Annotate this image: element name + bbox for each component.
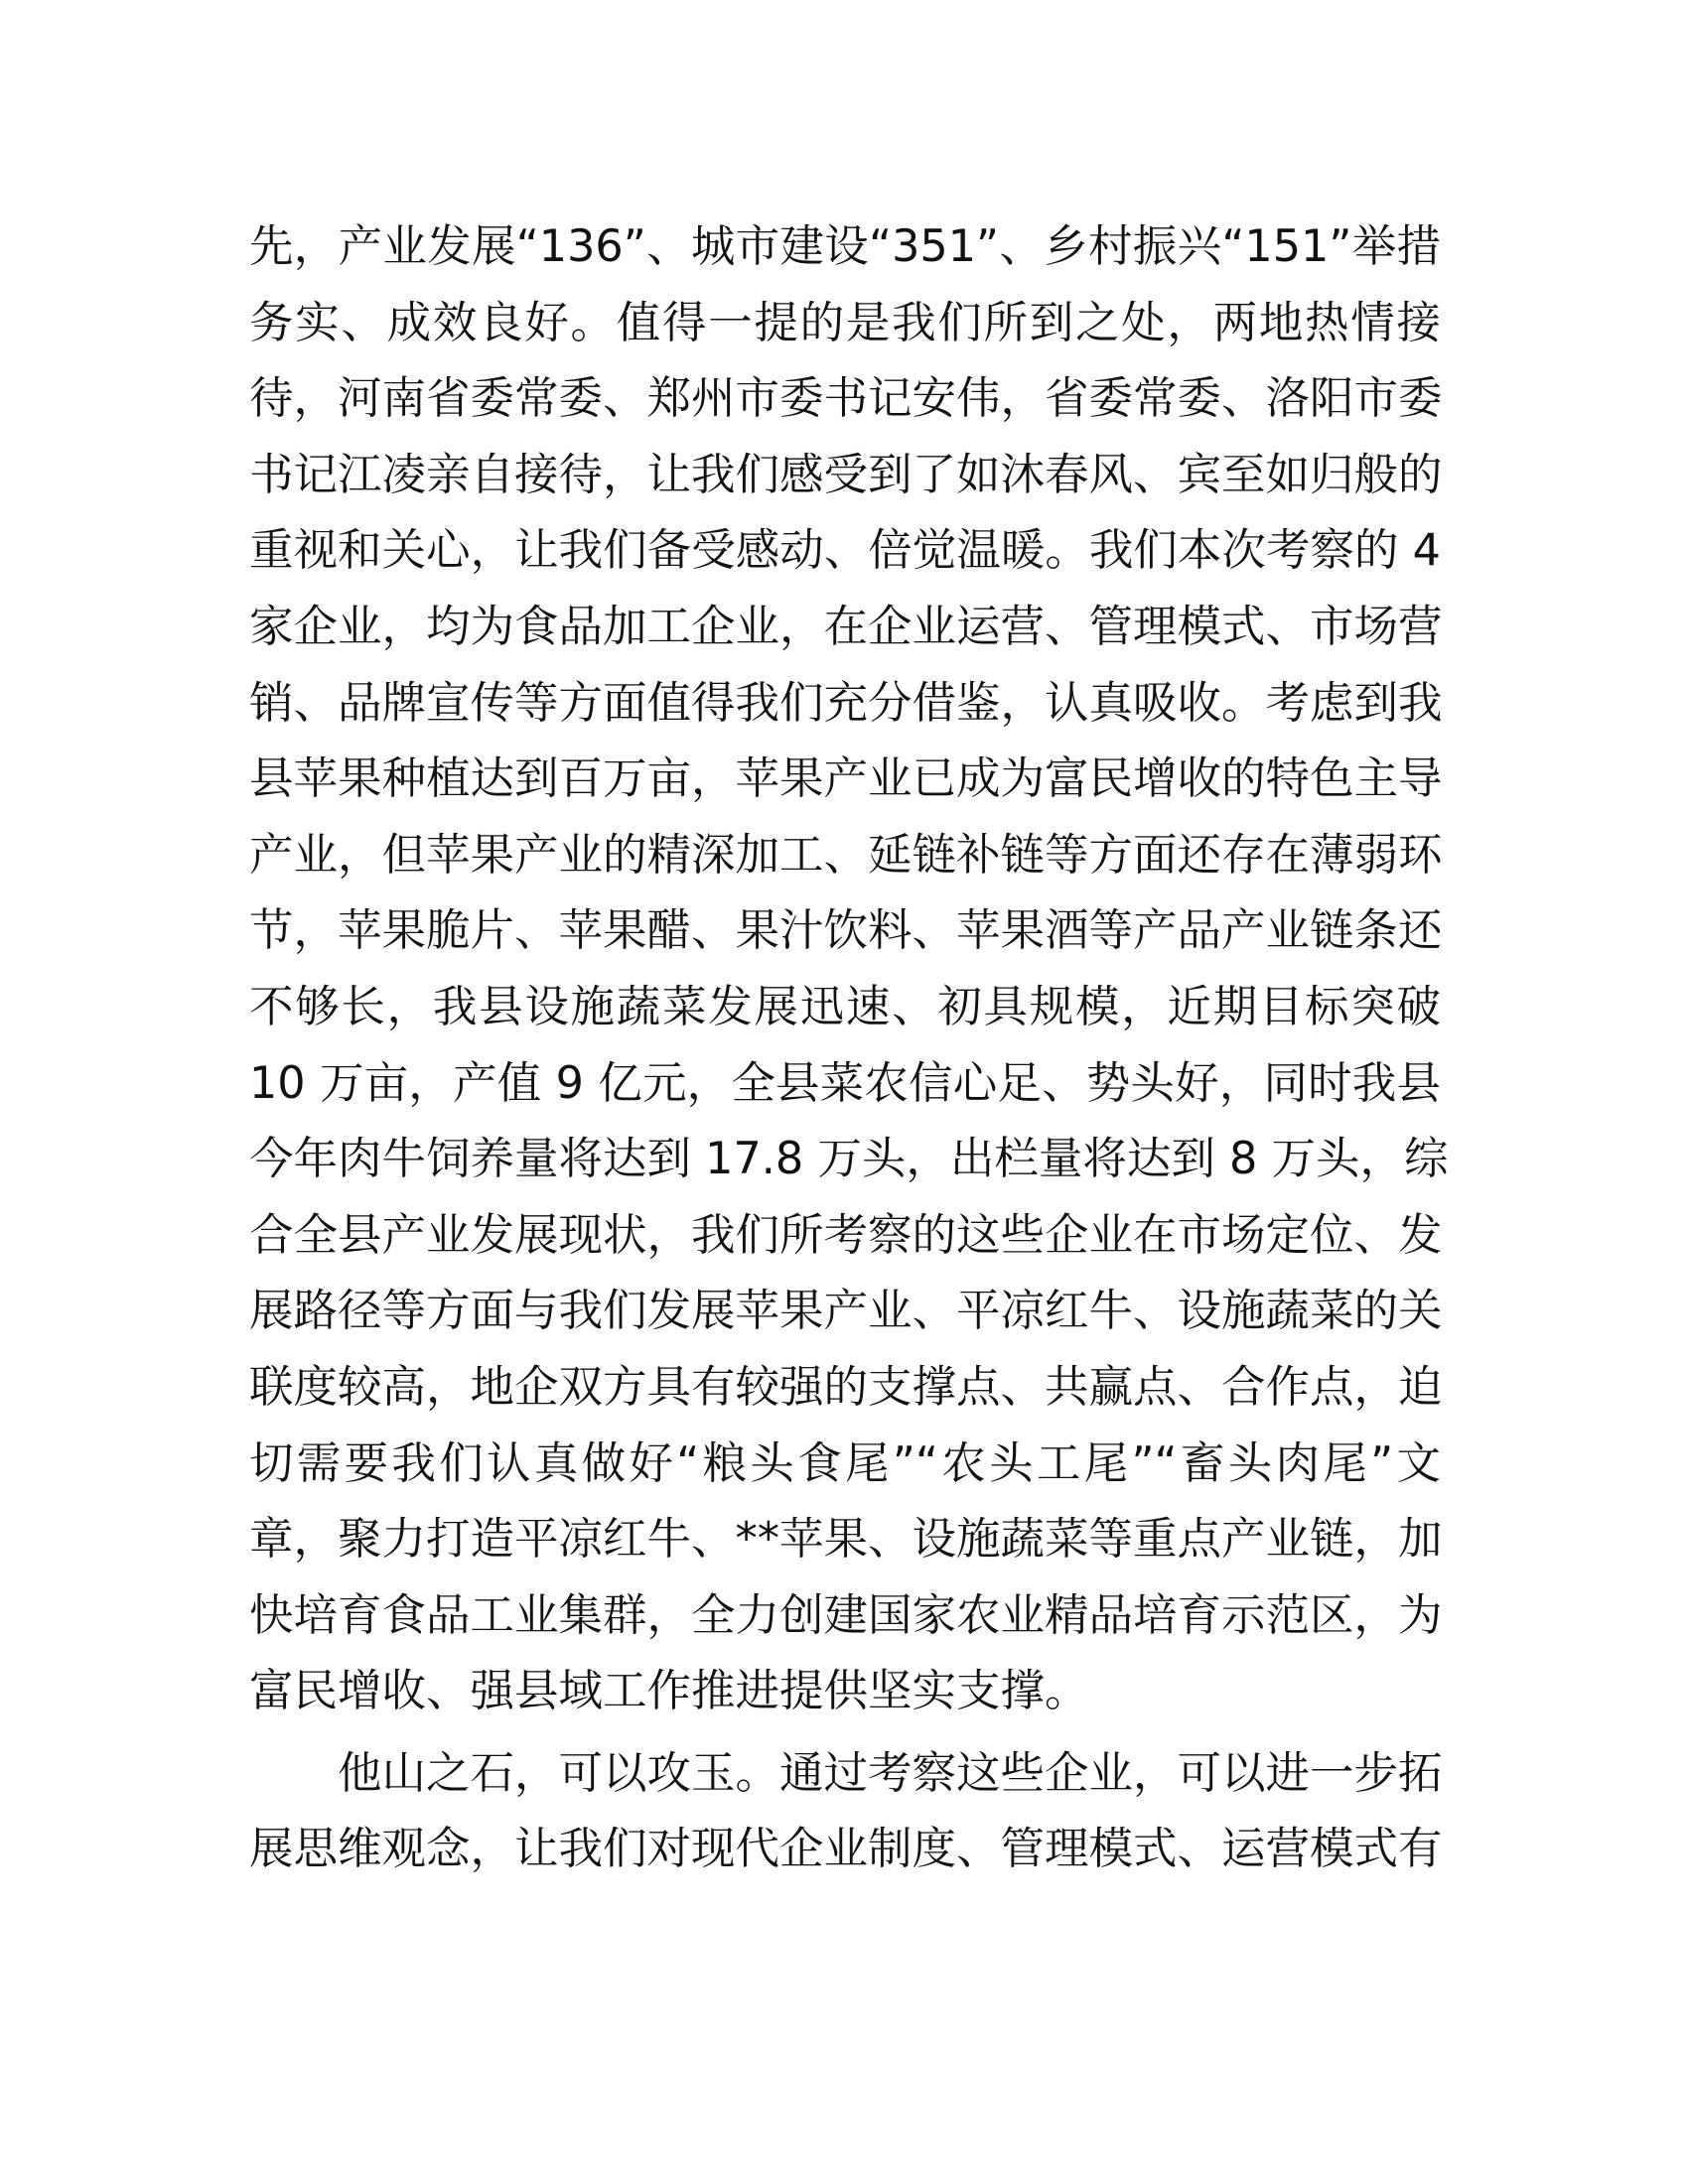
- text-line: 书记江凌亲自接待，让我们感受到了如沐春风、宾至如归般的: [249, 449, 1443, 500]
- text-line: 富民增收、强县域工作推进提供坚实支撑。: [249, 1666, 1089, 1717]
- text-line: 快培育食品工业集群，全力创建国家农业精品培育示范区，为: [249, 1589, 1443, 1641]
- text-line: 联度较高，地企双方具有较强的支撑点、共赢点、合作点，迫: [249, 1361, 1443, 1413]
- text-line: 县苹果种植达到百万亩，苹果产业已成为富民增收的特色主导: [249, 753, 1443, 805]
- text-line: 先，产业发展“136”、城市建设“351”、乡村振兴“151”举措: [249, 221, 1441, 272]
- text-line: 他山之石，可以攻玉。通过考察这些企业，可以进一步拓: [338, 1747, 1443, 1799]
- text-line: 销、品牌宣传等方面值得我们充分借鉴，认真吸收。考虑到我: [249, 677, 1443, 729]
- text-line: 10 万亩，产值 9 亿元，全县菜农信心足、势头好，同时我县: [249, 1057, 1441, 1109]
- text-line: 重视和关心，让我们备受感动、倍觉温暖。我们本次考察的 4: [249, 525, 1441, 577]
- text-line: 节，苹果脆片、苹果醋、果汁饮料、苹果酒等产品产业链条还: [249, 905, 1443, 957]
- text-line: 展思维观念，让我们对现代企业制度、管理模式、运营模式有: [249, 1824, 1443, 1875]
- text-line: 务实、成效良好。值得一提的是我们所到之处，两地热情接: [249, 297, 1441, 348]
- text-line: 今年肉牛饲养量将达到 17.8 万头，出栏量将达到 8 万头，综: [249, 1134, 1449, 1185]
- text-line: 切需要我们认真做好“粮头食尾”“农头工尾”“畜头肉尾”文: [249, 1437, 1441, 1489]
- text-line: 合全县产业发展现状，我们所考察的这些企业在市场定位、发: [249, 1209, 1443, 1261]
- text-line: 产业，但苹果产业的精深加工、延链补链等方面还存在薄弱环: [249, 829, 1443, 881]
- paragraph-1: [249, 209, 1449, 1730]
- text-line: 待，河南省委常委、郑州市委书记安伟，省委常委、洛阳市委: [249, 373, 1443, 425]
- text-line: 章，聚力打造平凉红牛、**苹果、设施蔬菜等重点产业链，加: [249, 1514, 1443, 1566]
- text-line: 家企业，均为食品加工企业，在企业运营、管理模式、市场营: [249, 601, 1443, 652]
- text-line: 展路径等方面与我们发展苹果产业、平凉红牛、设施蔬菜的关: [249, 1286, 1443, 1337]
- text-line: 不够长，我县设施蔬菜发展迅速、初具规模，近期目标突破: [249, 981, 1441, 1032]
- document-body: [249, 209, 1449, 1888]
- paragraph-2: [249, 1736, 1441, 1888]
